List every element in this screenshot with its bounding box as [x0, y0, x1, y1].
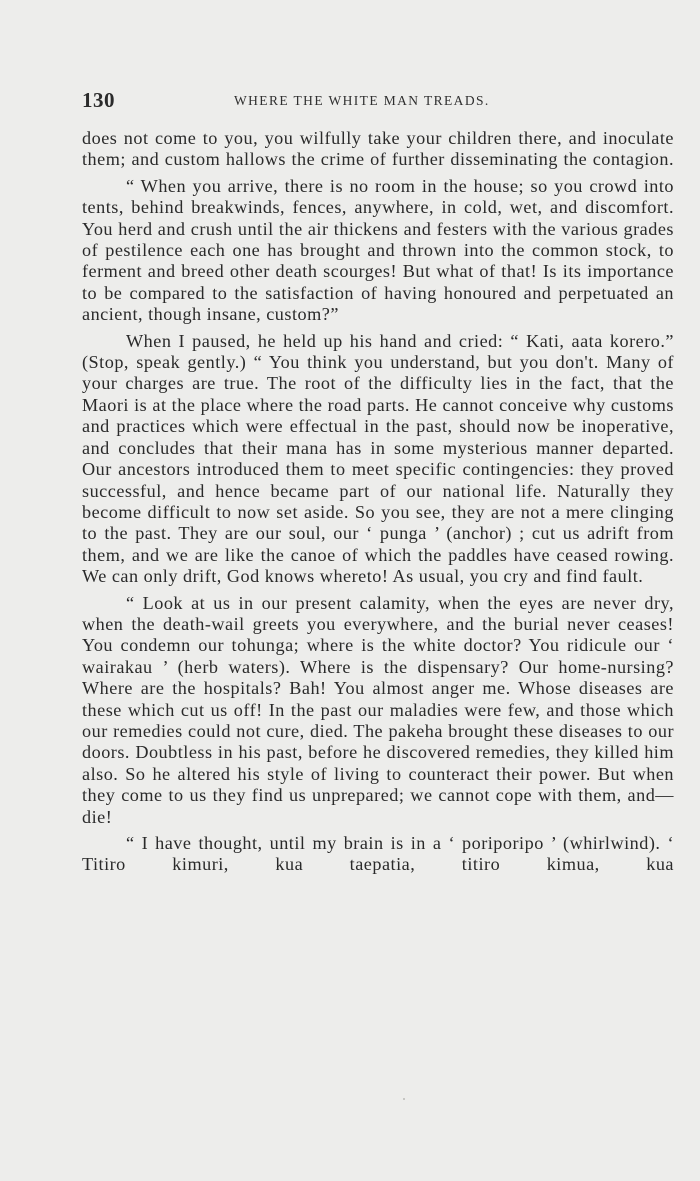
- page-number: 130: [82, 88, 115, 112]
- paragraph-2: “ When you arrive, there is no room in the house; so you crowd into tents, behind breakwinds, fences, anywhere, in cold, wet, and discomfort. You herd and crush until the air thickens and festers with the various grades of pestilence each one has brought and thrown into the common stock, to ferment and breed other death scourges! But what of that! Is its importance to be compared to the satisfaction of having honoured and perpetuated an ancient, though insane, custom?”: [82, 175, 674, 325]
- body-text: [82, 128, 674, 881]
- paragraph-5: “ I have thought, until my brain is in a ‘ poriporipo ’ (whirlwind). ‘ Titiro kimuri, kua taepatia, titiro kimua, kua: [82, 833, 674, 875]
- page-header: [82, 88, 674, 114]
- paragraph-1: does not come to you, you wilfully take your children there, and inoculate them; and custom hallows the crime of further disseminating the contagion.: [82, 128, 674, 170]
- running-title: WHERE THE WHITE MAN TREADS.: [234, 93, 490, 108]
- paragraph-3: When I paused, he held up his hand and cried: “ Kati, aata korero.” (Stop, speak gently.) “ You think you understand, but you don't. Many of your charges are true. The root of the difficulty lies in the fact, that the Maori is at the place where the road parts. He cannot conceive why customs and practices which were effectual in the past, should now be inoperative, and concludes that their mana has in some mysterious manner departed. Our ancestors introduced them to meet specific contingencies: they proved successful, and hence became part of our national life. Naturally they become difficult to now set aside. So you see, they are not a mere clinging to the past. They are our soul, our ‘ punga ’ (anchor) ; cut us adrift from them, and we are like the canoe of which the paddles have ceased rowing. We can only drift, God knows whereto! As usual, you cry and find fault.: [82, 330, 674, 587]
- paper-speck: [403, 1098, 405, 1100]
- paragraph-4: “ Look at us in our present calamity, when the eyes are never dry, when the death-wail greets you everywhere, and the burial never ceases! You condemn our tohunga; where is the white doctor? You ridicule our ‘ wairakau ’ (herb waters). Where is the dispensary? Our home-nursing? Where are the hospitals? Bah! You almost anger me. Whose diseases are these which cut us off! In the past our maladies were few, and those which our remedies could not cure, died. The pakeha brought these diseases to our doors. Doubtless in his past, before he discovered remedies, they killed him also. So he altered his style of living to counteract their power. But when they come to us they find us unprepared; we cannot cope with them, and—die!: [82, 592, 674, 827]
